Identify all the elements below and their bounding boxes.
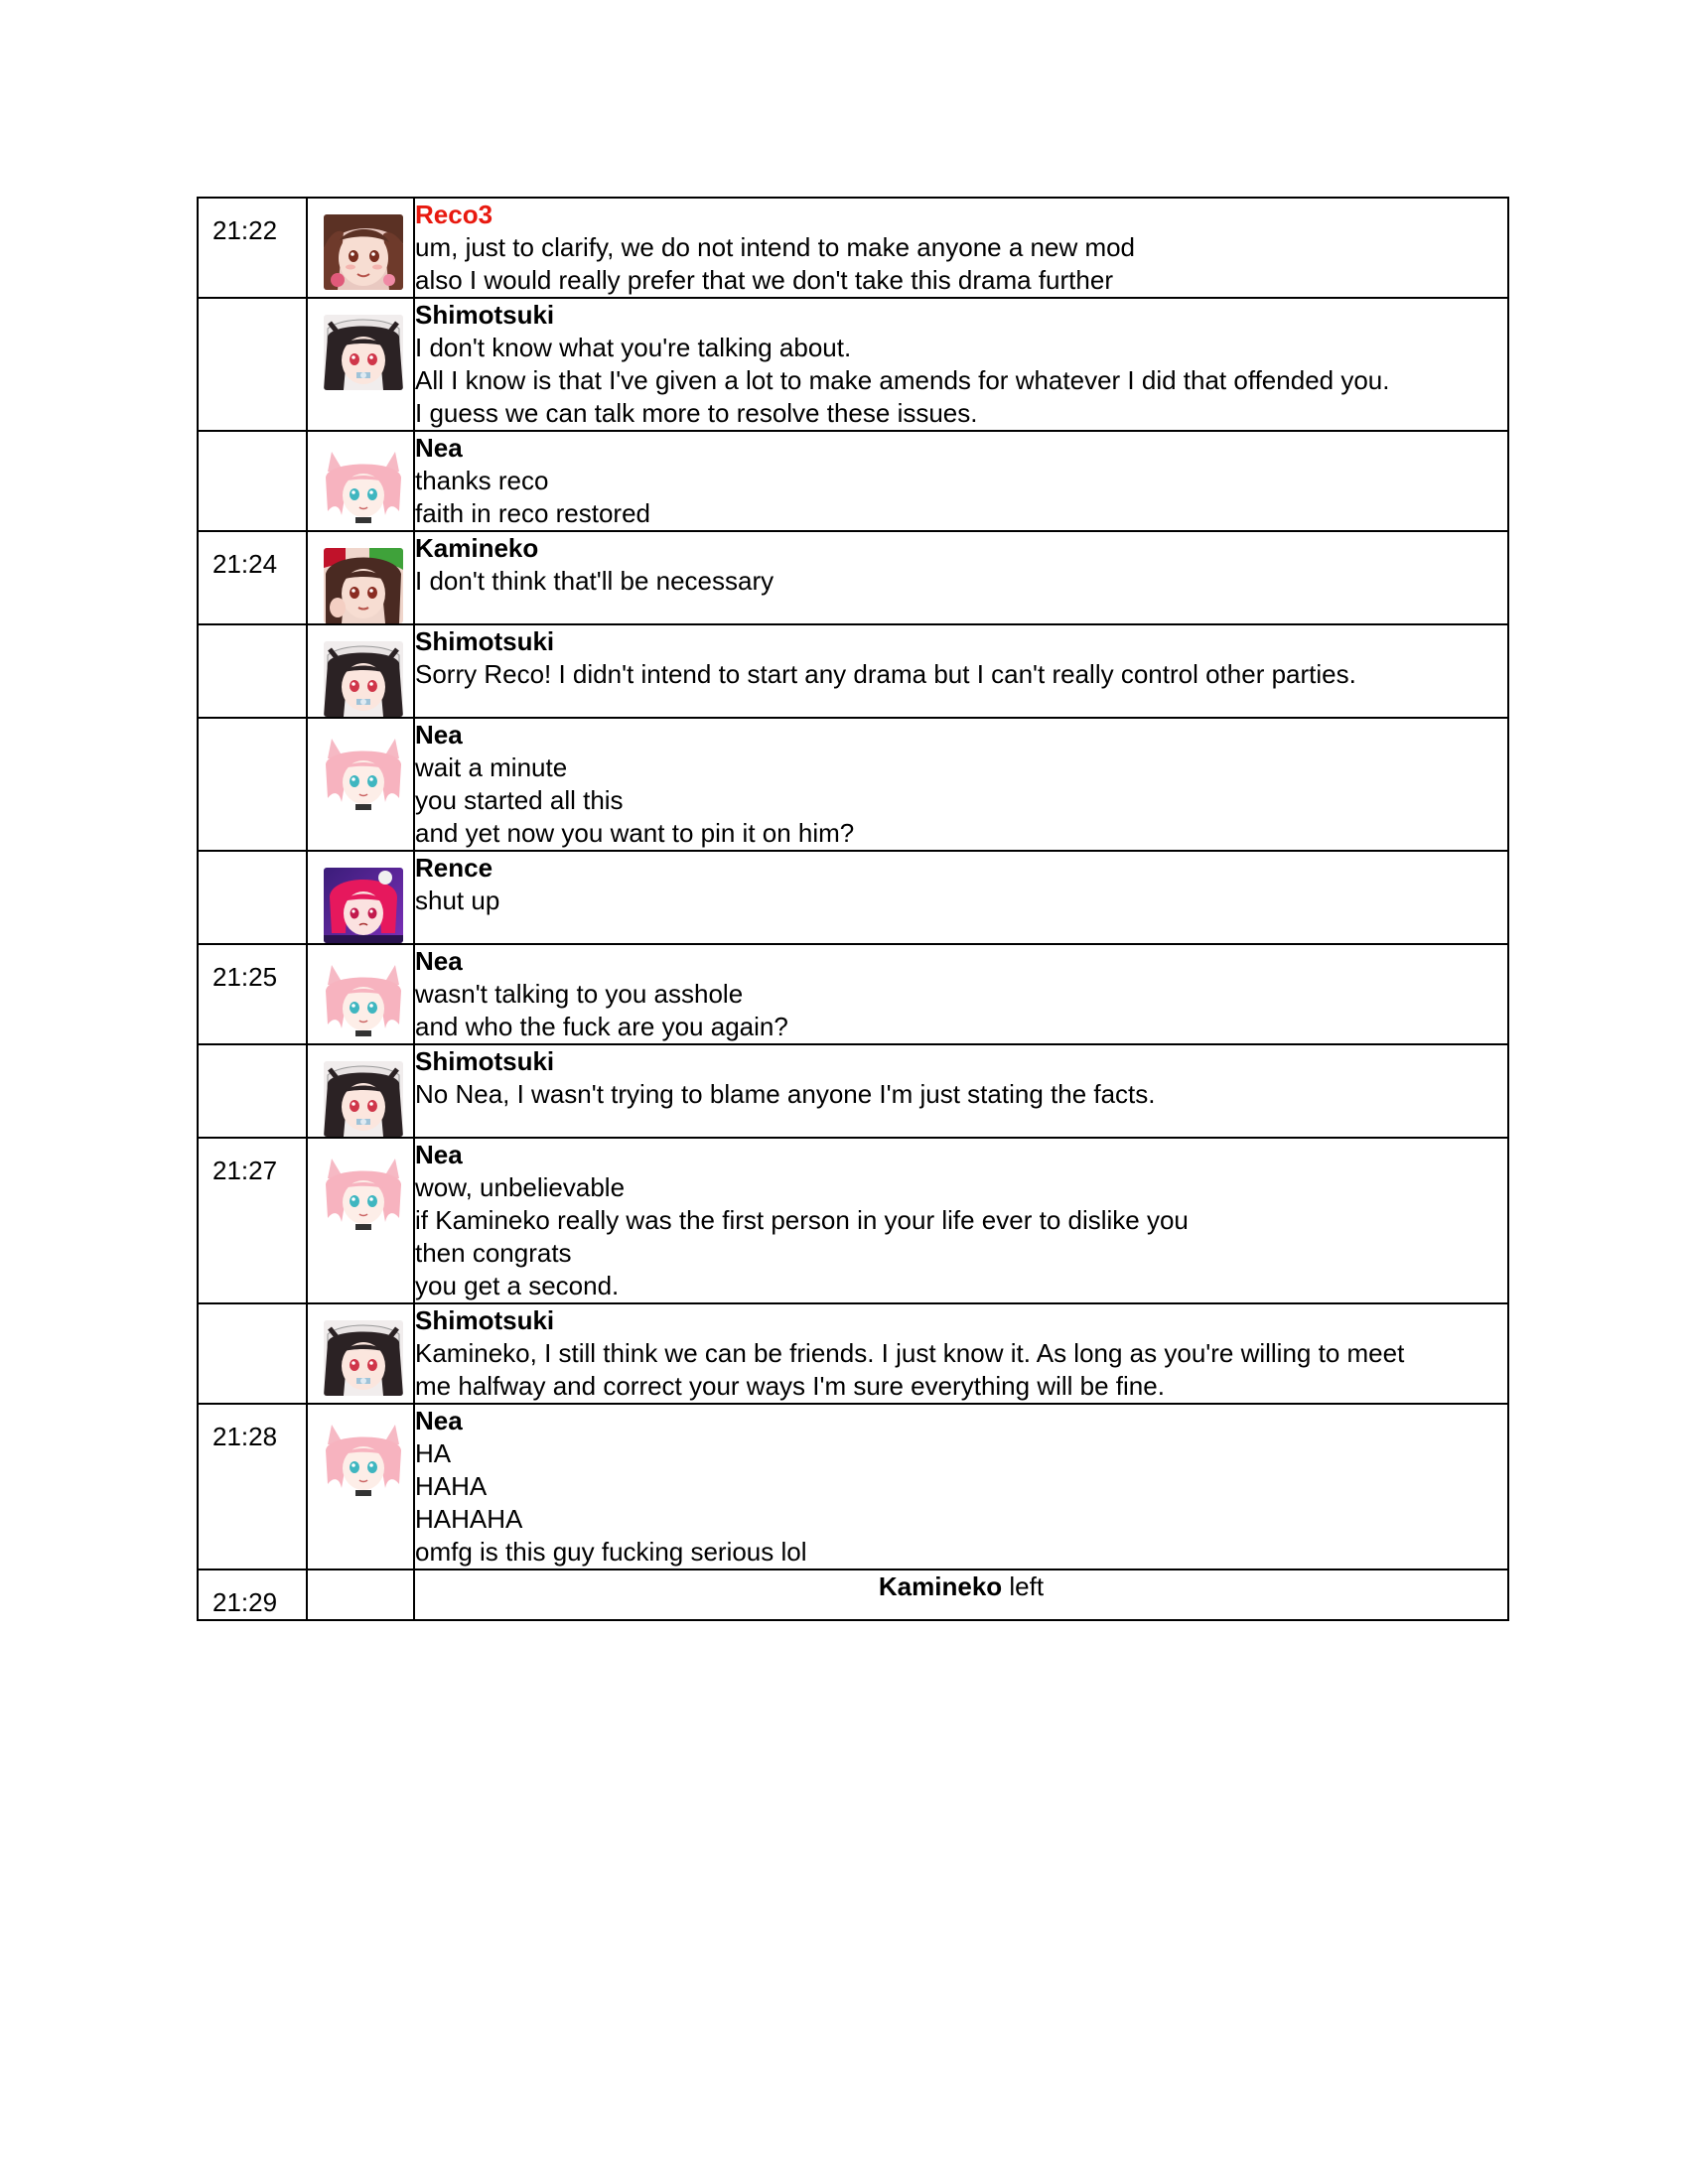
avatar-cell xyxy=(307,1044,414,1138)
nea-avatar xyxy=(324,1155,403,1230)
message-line: I don't think that'll be necessary xyxy=(415,566,774,596)
message-row xyxy=(198,944,1508,1044)
time-cell xyxy=(198,1404,307,1570)
message-row xyxy=(198,198,1508,298)
timestamp: 21:28 xyxy=(212,1422,278,1451)
time-cell xyxy=(198,624,307,718)
message-row xyxy=(198,624,1508,718)
timestamp xyxy=(199,852,306,868)
message-line: HAHA xyxy=(415,1471,488,1501)
message-row xyxy=(198,1404,1508,1570)
nea-avatar xyxy=(324,961,403,1036)
event-action: left xyxy=(1002,1571,1045,1601)
message-row xyxy=(198,851,1508,944)
message-cell xyxy=(414,431,1508,531)
avatar-cell xyxy=(307,1570,414,1620)
author-name: Kamineko xyxy=(415,533,539,563)
nea-avatar xyxy=(324,1421,403,1496)
avatar-cell xyxy=(307,431,414,531)
author-name: Shimotsuki xyxy=(415,300,555,330)
timestamp xyxy=(199,625,306,641)
message-line: you started all this xyxy=(415,785,624,815)
timestamp: 21:27 xyxy=(212,1156,278,1185)
event-message xyxy=(414,1570,1508,1620)
message-cell xyxy=(414,531,1508,624)
timestamp xyxy=(199,1045,306,1061)
message-row xyxy=(198,531,1508,624)
time-cell xyxy=(198,198,307,298)
author-name: Shimotsuki xyxy=(415,1305,555,1335)
message-line: and who the fuck are you again? xyxy=(415,1012,788,1041)
time-cell xyxy=(198,1138,307,1303)
message-cell xyxy=(414,624,1508,718)
message-row xyxy=(198,1138,1508,1303)
kamineko-avatar xyxy=(324,548,403,623)
message-line: um, just to clarify, we do not intend to make anyone a new mod xyxy=(415,232,1136,262)
message-line: I don't know what you're talking about. xyxy=(415,333,852,362)
message-cell xyxy=(414,944,1508,1044)
nea-avatar xyxy=(324,735,403,810)
author-name: Reco3 xyxy=(415,200,493,229)
message-cell xyxy=(414,1303,1508,1404)
message-line: I guess we can talk more to resolve these issues. xyxy=(415,398,978,428)
shimotsuki-avatar xyxy=(324,1061,403,1137)
message-line: you get a second. xyxy=(415,1271,620,1300)
chat-log-body xyxy=(198,198,1508,1620)
shimotsuki-avatar xyxy=(324,641,403,717)
message-line: wasn't talking to you asshole xyxy=(415,979,744,1009)
message-line: me halfway and correct your ways I'm sure everything will be fine. xyxy=(415,1371,1165,1401)
timestamp xyxy=(199,299,306,315)
avatar-cell xyxy=(307,944,414,1044)
message-row xyxy=(198,1303,1508,1404)
author-name: Nea xyxy=(415,1140,463,1169)
author-name: Nea xyxy=(415,1406,463,1435)
time-cell xyxy=(198,944,307,1044)
message-line: shut up xyxy=(415,886,500,915)
author-name: Rence xyxy=(415,853,493,883)
avatar-cell xyxy=(307,531,414,624)
message-line: Sorry Reco! I didn't intend to start any drama but I can't really control other parties. xyxy=(415,659,1356,689)
timestamp: 21:25 xyxy=(212,962,278,992)
avatar-cell xyxy=(307,298,414,431)
message-row xyxy=(198,298,1508,431)
message-line: All I know is that I've given a lot to make amends for whatever I did that offended you. xyxy=(415,365,1390,395)
time-cell xyxy=(198,298,307,431)
time-cell xyxy=(198,1303,307,1404)
chat-log-table xyxy=(197,197,1509,1621)
message-line: wait a minute xyxy=(415,752,568,782)
rence-avatar xyxy=(324,868,403,943)
author-name: Nea xyxy=(415,433,463,463)
nea-avatar xyxy=(324,448,403,523)
timestamp: 21:22 xyxy=(212,215,278,245)
message-cell xyxy=(414,718,1508,851)
avatar-cell xyxy=(307,198,414,298)
message-cell xyxy=(414,198,1508,298)
message-row xyxy=(198,431,1508,531)
message-line: wow, unbelievable xyxy=(415,1172,626,1202)
reco3-avatar xyxy=(324,214,403,290)
timestamp: 21:29 xyxy=(212,1587,278,1617)
author-name: Shimotsuki xyxy=(415,1046,555,1076)
message-line: thanks reco xyxy=(415,466,549,495)
time-cell xyxy=(198,531,307,624)
message-line: No Nea, I wasn't trying to blame anyone I'm just stating the facts. xyxy=(415,1079,1156,1109)
message-cell xyxy=(414,851,1508,944)
time-cell xyxy=(198,851,307,944)
message-line: HAHAHA xyxy=(415,1504,523,1534)
timestamp: 21:24 xyxy=(212,549,278,579)
time-cell xyxy=(198,1044,307,1138)
time-cell xyxy=(198,1570,307,1620)
message-row xyxy=(198,1044,1508,1138)
avatar-cell xyxy=(307,624,414,718)
author-name: Nea xyxy=(415,946,463,976)
message-row xyxy=(198,718,1508,851)
time-cell xyxy=(198,431,307,531)
avatar-cell xyxy=(307,1404,414,1570)
message-line: omfg is this guy fucking serious lol xyxy=(415,1537,807,1567)
message-line: also I would really prefer that we don't take this drama further xyxy=(415,265,1113,295)
event-user: Kamineko xyxy=(878,1571,1003,1601)
message-line: HA xyxy=(415,1438,452,1468)
avatar-cell xyxy=(307,718,414,851)
message-cell xyxy=(414,1138,1508,1303)
time-cell xyxy=(198,718,307,851)
timestamp xyxy=(199,432,306,448)
timestamp xyxy=(199,719,306,735)
avatar-cell xyxy=(307,1138,414,1303)
message-line: Kamineko, I still think we can be friends. I just know it. As long as you're willing to meet xyxy=(415,1338,1405,1368)
avatar-cell xyxy=(307,851,414,944)
message-line: then congrats xyxy=(415,1238,572,1268)
event-row xyxy=(198,1570,1508,1620)
message-cell xyxy=(414,1404,1508,1570)
message-line: faith in reco restored xyxy=(415,498,651,528)
author-name: Shimotsuki xyxy=(415,626,555,656)
timestamp xyxy=(199,1304,306,1320)
message-cell xyxy=(414,1044,1508,1138)
shimotsuki-avatar xyxy=(324,1320,403,1396)
message-cell xyxy=(414,298,1508,431)
author-name: Nea xyxy=(415,720,463,750)
shimotsuki-avatar xyxy=(324,315,403,390)
avatar-cell xyxy=(307,1303,414,1404)
message-line: and yet now you want to pin it on him? xyxy=(415,818,855,848)
message-line: if Kamineko really was the first person in your life ever to dislike you xyxy=(415,1205,1189,1235)
